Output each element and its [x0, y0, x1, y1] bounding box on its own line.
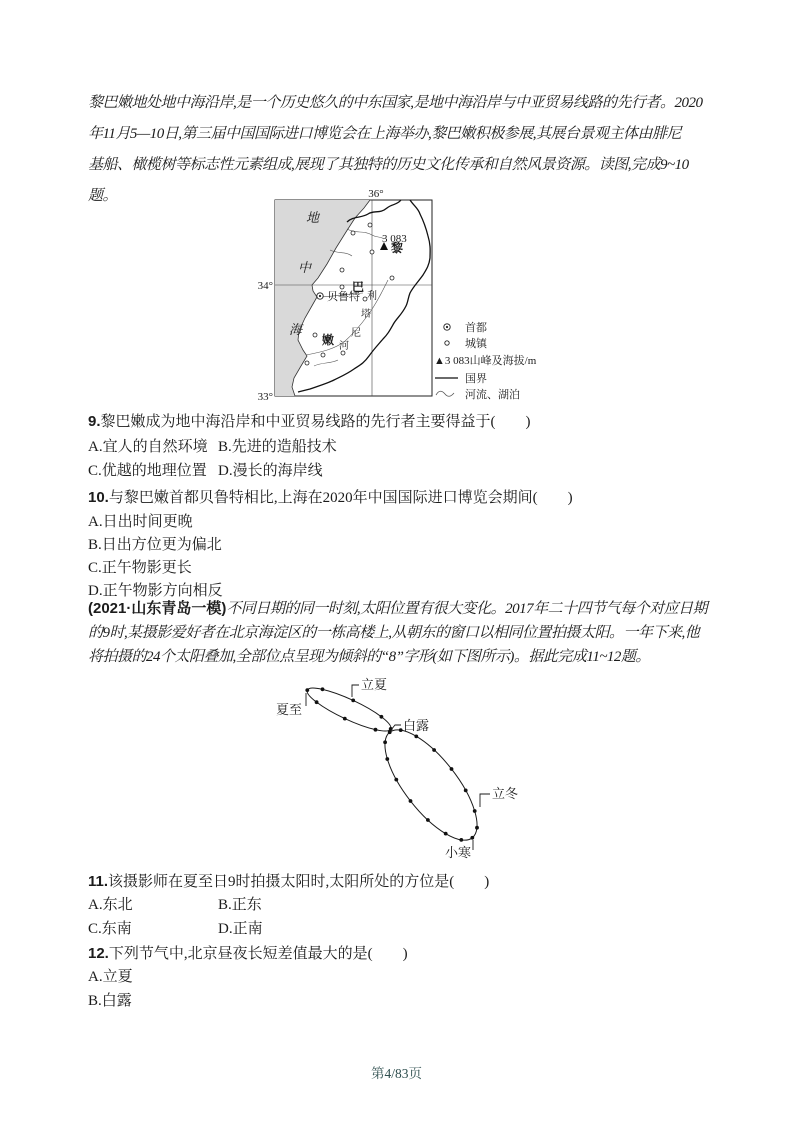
page-number: 第4/83页	[370, 1066, 422, 1081]
legend-label-border: 国界	[465, 373, 487, 385]
solar-term-dot	[459, 838, 463, 842]
question-11-options-ab	[88, 894, 262, 917]
solar-term-dot	[450, 767, 454, 771]
question-9-options-ab	[88, 436, 337, 459]
solar-term-dot-white-dew	[388, 730, 392, 734]
legend-item-capital	[444, 320, 487, 334]
town-marker	[313, 333, 317, 337]
legend-label-town: 城镇	[465, 338, 487, 350]
legend-label-capital: 首都	[465, 322, 487, 334]
country-char: 巴	[352, 280, 365, 294]
question-9-options-cd	[88, 460, 323, 483]
town-marker	[370, 250, 374, 254]
passage-line: 的9时,某摄影爱好者在北京海淀区的一栋高楼上,从朝东的窗口以相同位置拍摄太阳。一年下来,他	[88, 625, 700, 641]
solar-term-dot	[315, 700, 319, 704]
country-char: 黎	[391, 241, 404, 255]
town-marker	[305, 361, 309, 365]
option-d: D.漫长的海岸线	[218, 463, 323, 479]
question-number: 9.	[88, 413, 101, 430]
question-stem: 下列节气中,北京昼夜长短差值最大的是( )	[108, 946, 408, 962]
option-b: B.日出方位更为偏北	[88, 537, 222, 553]
solar-term-dot	[432, 748, 436, 752]
option-b: B.先进的造船技术	[218, 439, 337, 455]
capital-legend-icon-dot	[446, 326, 448, 328]
capital-marker	[317, 293, 323, 299]
solar-term-dot-start-of-summer	[351, 699, 355, 703]
sea-char: 海	[289, 322, 303, 337]
solar-term-dot	[464, 789, 468, 793]
label-start-of-summer: 立夏	[361, 677, 388, 692]
solar-term-dot	[321, 687, 325, 691]
solar-term-dot	[380, 715, 384, 719]
sea-char: 中	[298, 260, 312, 275]
solar-term-dot-summer-solstice	[305, 688, 309, 692]
option-c: C.优越的地理位置	[88, 463, 207, 479]
solar-term-dot-start-of-winter	[473, 809, 477, 813]
solar-term-dot	[475, 826, 479, 830]
passage-line: 黎巴嫩地处地中海沿岸,是一个历史悠久的中东国家,是地中海沿岸与中亚贸易线路的先行者。2020	[88, 95, 703, 111]
solar-term-dot	[343, 717, 347, 721]
solar-term-dot	[385, 757, 389, 761]
question-12-option-a	[88, 966, 133, 989]
solar-term-dot	[409, 799, 413, 803]
question-stem: 黎巴嫩成为地中海沿岸和中亚贸易线路的先行者主要得益于( )	[100, 414, 531, 430]
solar-term-dot	[394, 778, 398, 782]
river-char: 尼	[351, 328, 361, 339]
option-a: A.立夏	[88, 969, 133, 985]
passage-line: 将拍摄的24个太阳叠加,全部位点呈现为倾斜的“8”字形(如下图所示)。据此完成11~12题。	[88, 649, 650, 665]
analemma-figure	[240, 676, 560, 871]
solar-term-dot-minor-cold	[470, 836, 474, 840]
label-summer-solstice: 夏至	[275, 702, 302, 717]
question-11	[88, 870, 489, 894]
option-a: A.东北	[88, 897, 133, 913]
passage-analemma	[88, 597, 707, 669]
passage-line: 年11月5—10日,第三届中国国际进口博览会在上海举办,黎巴嫩积极参展,其展台景观主体由腓尼	[88, 126, 681, 142]
river-char: 利	[367, 291, 377, 302]
town-marker	[340, 268, 344, 272]
analemma-large-loop	[369, 716, 492, 854]
label-white-dew: 白露	[403, 718, 430, 733]
question-number: 12.	[88, 945, 109, 962]
solar-term-dot	[383, 740, 387, 744]
label-connectors	[306, 685, 490, 850]
map-legend	[434, 320, 537, 401]
legend-item-town	[445, 336, 488, 350]
legend-label-peak: ▲3 083山峰及海拔/m	[434, 355, 537, 367]
option-b: B.白露	[88, 993, 132, 1009]
question-number: 11.	[88, 873, 109, 890]
peak-elevation-label: 3 083	[382, 233, 407, 245]
connector-start-of-summer	[352, 685, 359, 697]
lebanon-map-figure	[250, 188, 550, 413]
question-stem: 该摄影师在夏至日9时拍摄太阳时,太阳所处的方位是( )	[108, 874, 490, 890]
question-10-option-a	[88, 511, 193, 534]
legend-label-rivers: 河流、湖泊	[465, 389, 520, 401]
solar-term-dot	[426, 818, 430, 822]
capital-label: 贝鲁特	[327, 291, 360, 303]
label-minor-cold: 小寒	[444, 845, 471, 860]
longitude-label: 36°	[368, 188, 384, 200]
legend-item-rivers	[436, 387, 520, 401]
option-c: C.东南	[88, 921, 132, 937]
town-marker	[390, 276, 394, 280]
question-9	[88, 410, 531, 434]
question-10	[88, 486, 573, 510]
solar-term-dot	[374, 728, 378, 732]
town-marker	[351, 231, 355, 235]
question-10-option-c	[88, 557, 192, 580]
option-c: C.正午物影更长	[88, 560, 192, 576]
legend-item-peak	[434, 353, 537, 367]
question-stem: 与黎巴嫩首都贝鲁特相比,上海在2020年中国国际进口博览会期间( )	[108, 490, 573, 506]
passage-line: 题。	[88, 188, 118, 204]
passage-line: (2021·山东青岛一模)不同日期的同一时刻,太阳位置有很大变化。2017年二十四节气每个对应日期	[88, 600, 708, 617]
river-char: 塔	[361, 309, 371, 320]
option-a: A.日出时间更晚	[88, 514, 193, 530]
connector-start-of-winter	[480, 794, 490, 807]
question-10-option-b	[88, 534, 222, 557]
river-legend-icon	[436, 391, 454, 396]
legend-item-border	[435, 372, 487, 385]
sea-char: 地	[306, 210, 320, 225]
question-12	[88, 942, 408, 966]
river-char: 河	[339, 341, 349, 352]
town-marker	[321, 353, 325, 357]
question-number: 10.	[88, 489, 109, 506]
option-b: B.正东	[218, 897, 262, 913]
exam-source-tag: (2021·山东青岛一模)	[88, 600, 227, 617]
lebanon-map	[250, 188, 550, 408]
option-d: D.正午物影方向相反	[88, 583, 223, 599]
town-legend-icon	[445, 341, 449, 345]
country-char: 嫩	[322, 333, 335, 347]
solar-term-dot	[414, 735, 418, 739]
solar-term-dots	[305, 687, 479, 841]
latitude-label-34: 34°	[257, 280, 273, 292]
town-marker	[368, 223, 372, 227]
question-11-options-cd	[88, 918, 263, 941]
latitude-label-33: 33°	[257, 391, 273, 403]
question-12-option-b	[88, 990, 132, 1013]
solar-term-dot	[444, 832, 448, 836]
label-start-of-winter: 立冬	[492, 786, 519, 801]
town-marker	[340, 285, 344, 289]
passage-line: 基船、橄榄树等标志性元素组成,展现了其独特的历史文化传承和自然风景资源。读图,完成9~10	[88, 157, 689, 173]
option-d: D.正南	[218, 921, 263, 937]
option-a: A.宜人的自然环境	[88, 439, 208, 455]
analemma-diagram	[240, 676, 560, 866]
